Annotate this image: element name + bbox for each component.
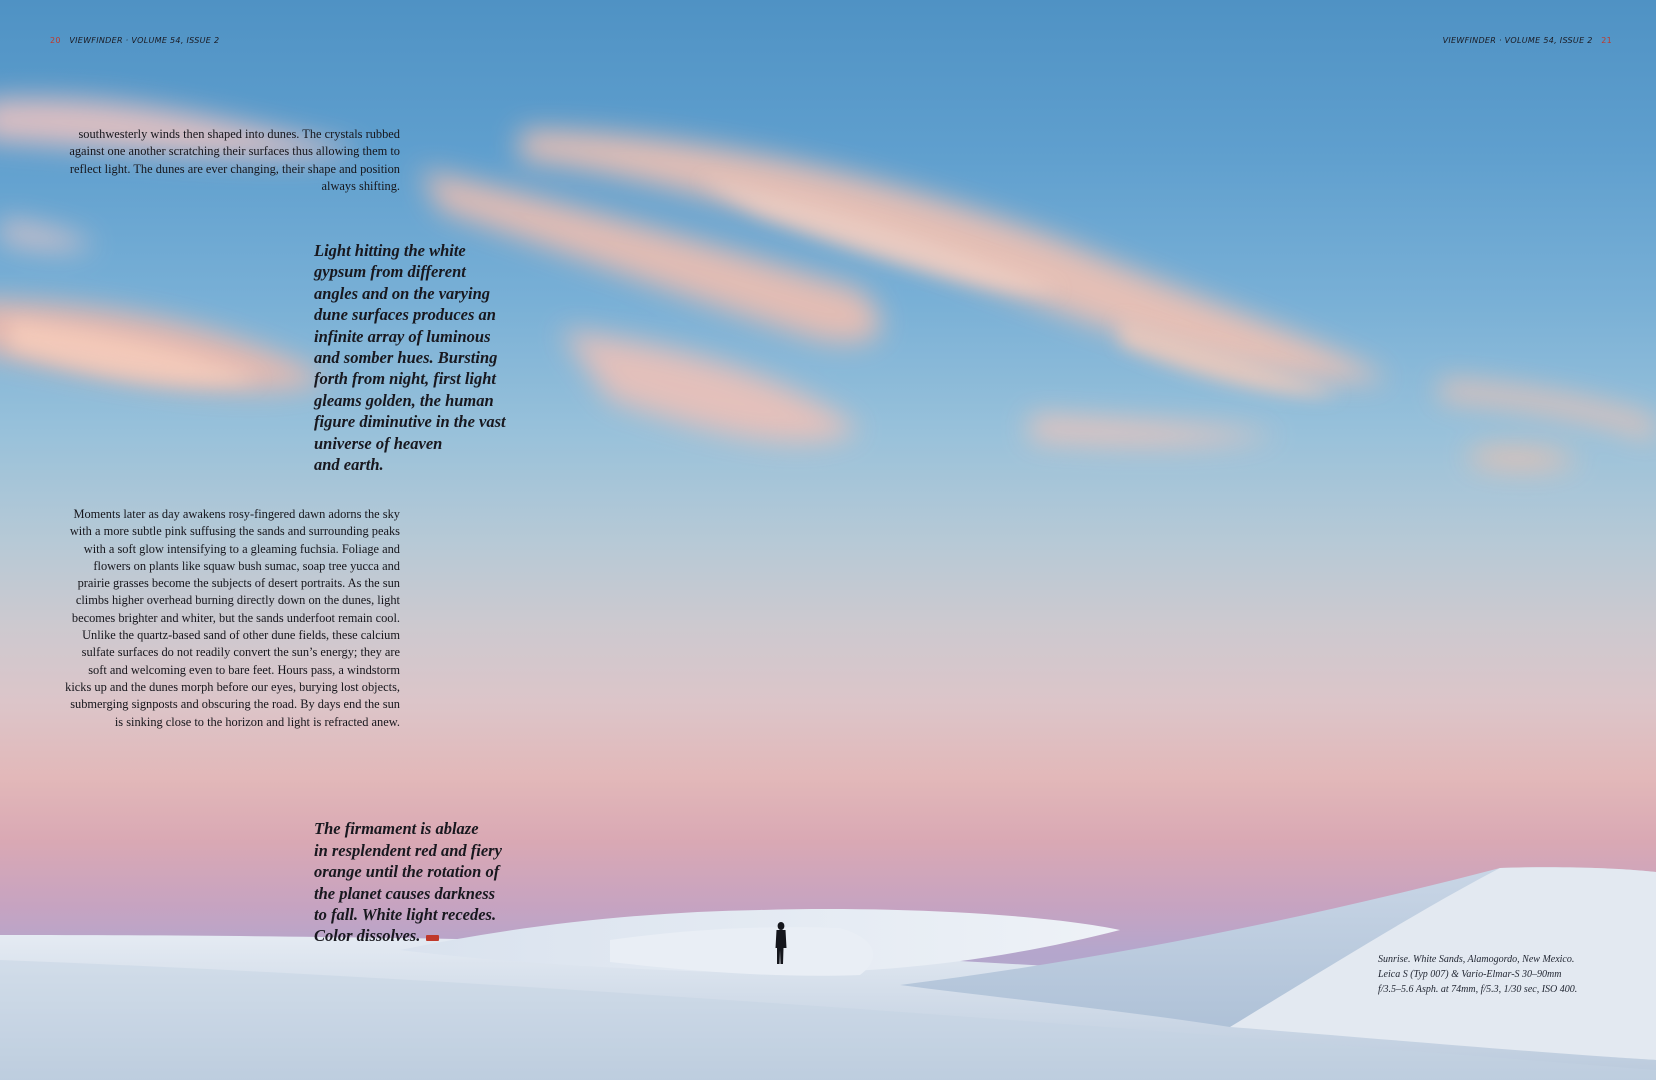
- page-number-left: 20: [50, 36, 61, 45]
- body-paragraph-2: Moments later as day awakens rosy-fingered dawn adorns the sky with a more subtle pink suffusing the sands and surrounding peaks with a soft glow intensifying to a gleaming fuchsia. Foliage and flowers on plants like squaw bush sumac, soap tree yucca and prairie grasses become the subjects of desert portraits. As the sun climbs higher overhead burning directly down on the dunes, light becomes brighter and whiter, but the sands underfoot remain cool. Unlike the quartz-based sand of other dune fields, these calcium sulfate surfaces do not readily convert the sun’s energy; they are soft and welcoming even to bare feet. Hours pass, a windstorm kicks up and the dunes morph before our eyes, burying lost objects, submerging signposts and obscuring the road. By days end the sun is sinking close to the horizon and light is refracted anew.: [65, 507, 400, 729]
- caption-line-1: Sunrise. White Sands, Alamogordo, New Mexico.: [1378, 954, 1575, 965]
- folio-left: [50, 36, 219, 45]
- photo-caption: [1378, 952, 1628, 997]
- publication-title-left: VIEWFINDER · VOLUME 54, ISSUE 2: [69, 36, 220, 45]
- folio-right: [1443, 36, 1612, 45]
- publication-title-right: VIEWFINDER · VOLUME 54, ISSUE 2: [1442, 36, 1593, 45]
- caption-line-3: f/3.5–5.6 Asph. at 74mm, f/5.3, 1/30 sec, ISO 400.: [1378, 984, 1578, 995]
- end-mark-icon: [426, 935, 439, 941]
- pull-quote-1: Light hitting the white gypsum from different angles and on the varying dune surfaces produces an infinite array of luminous and somber hues. Bursting forth from night, first light gleams golden, the human figure diminutive in the vast universe of heaven and earth.: [314, 241, 506, 475]
- body-paragraph-1: southwesterly winds then shaped into dunes. The crystals rubbed against one another scratching their surfaces thus allowing them to reflect light. The dunes are ever changing, their shape and position always shifting.: [69, 127, 400, 193]
- caption-line-2: Leica S (Typ 007) & Vario-Elmar-S 30–90mm: [1378, 969, 1562, 980]
- pull-quote-2-wrapper: [314, 797, 544, 947]
- page-number-right: 21: [1601, 36, 1612, 45]
- pull-quote-2: The firmament is ablaze in resplendent red and fiery orange until the rotation of the planet causes darkness to fall. White light recedes. Color dissolves.: [314, 819, 502, 946]
